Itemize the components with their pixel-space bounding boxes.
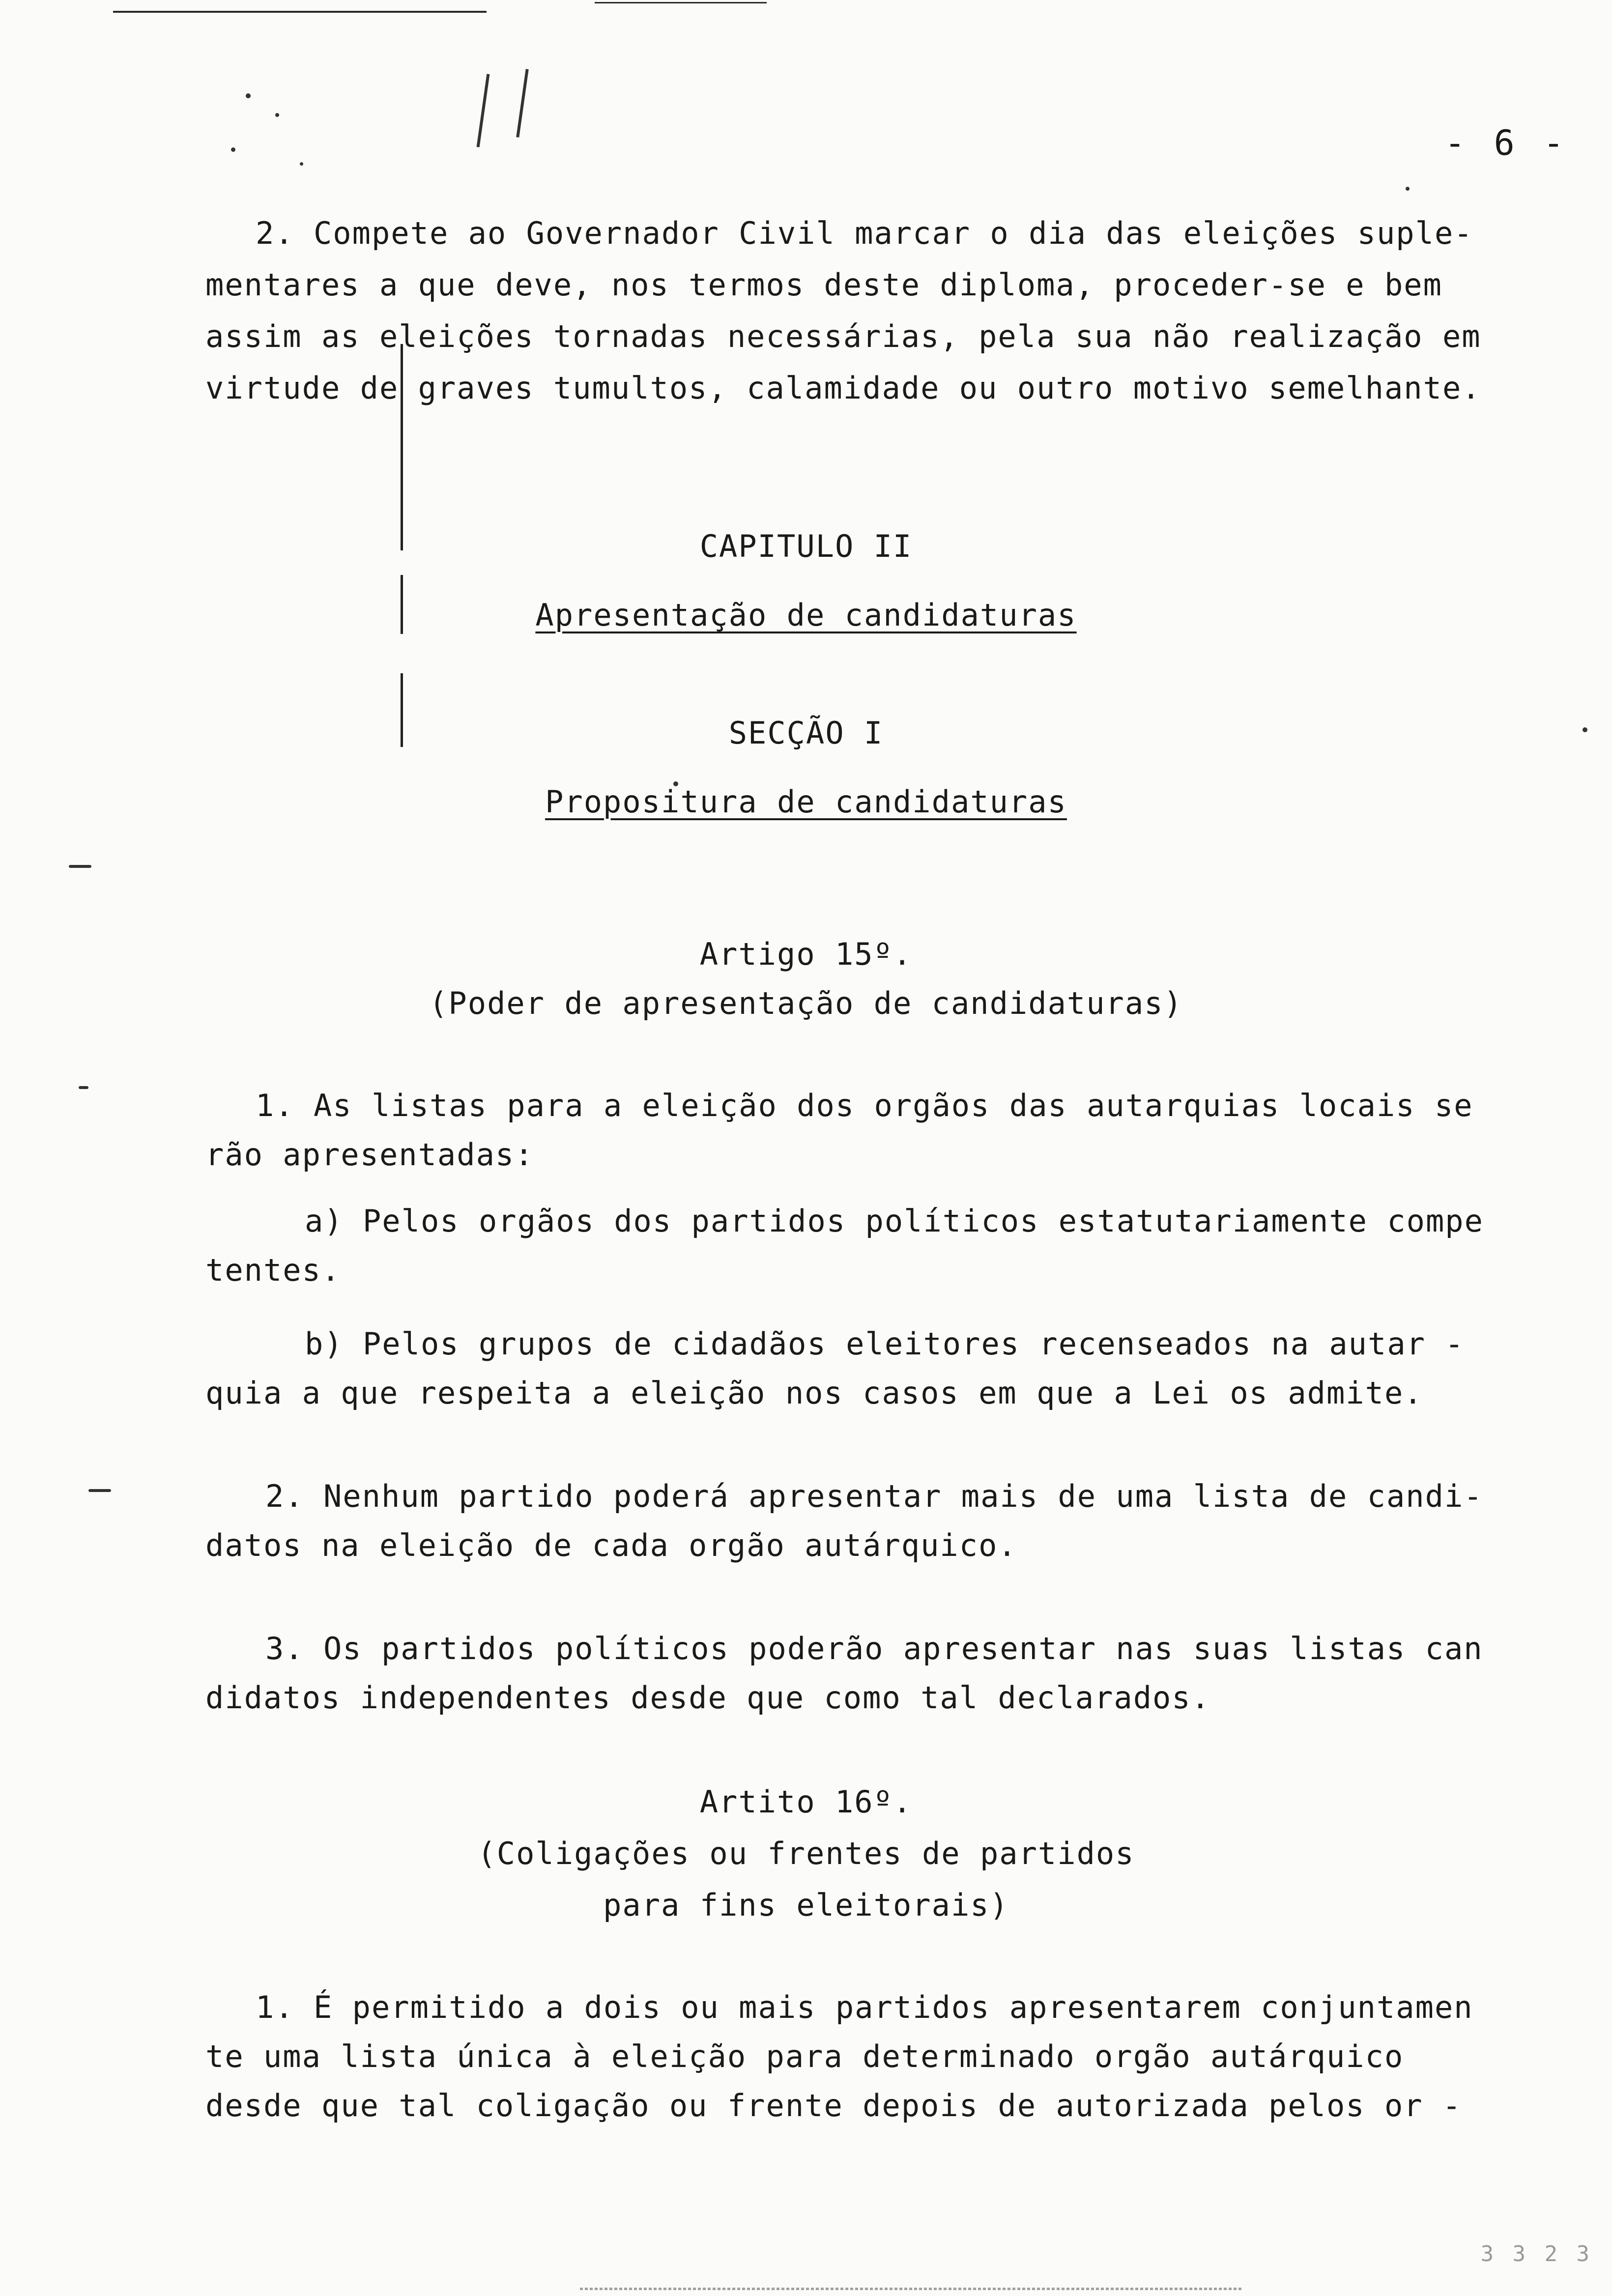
text-line: a) Pelos orgãos dos partidos políticos estatutariamente compe	[305, 1203, 1484, 1239]
article-title: Artigo 15º.	[699, 936, 913, 972]
section-subtitle: Propositura de candidaturas	[545, 784, 1067, 820]
speck	[231, 147, 235, 152]
text-line: didatos independentes desde que como tal declarados.	[205, 1680, 1211, 1716]
chapter-title: CAPITULO II	[699, 528, 913, 564]
article-subtitle: (Coligações ou frentes de partidos	[477, 1836, 1135, 1871]
speck	[275, 113, 279, 117]
text-line: te uma lista única à eleição para determinado orgão autárquico	[205, 2038, 1404, 2074]
chapter-subtitle: Apresentação de candidaturas	[535, 597, 1077, 633]
top-rule-right	[595, 2, 767, 3]
section-title: SECÇÃO I	[728, 715, 884, 751]
margin-tick	[88, 1489, 111, 1492]
speck	[300, 162, 303, 166]
text-line: datos na eleição de cada orgão autárquico.	[205, 1527, 1017, 1563]
text-line: 2. Compete ao Governador Civil marcar o dia das eleições suple-	[256, 215, 1473, 251]
speck	[246, 93, 251, 98]
text-line: 2. Nenhum partido poderá apresentar mais de uma lista de candi-	[265, 1478, 1483, 1514]
handwritten-mark	[477, 74, 490, 147]
article-subtitle: para fins eleitorais)	[603, 1887, 1009, 1923]
text-line: quia a que respeita a eleição nos casos em que a Lei os admite.	[205, 1375, 1423, 1411]
text-line: 1. É permitido a dois ou mais partidos apresentarem conjuntamen	[256, 1989, 1473, 2025]
page-number: - 6 -	[1444, 123, 1568, 163]
text-line: assim as eleições tornadas necessárias, pela sua não realização em	[205, 318, 1481, 354]
text-line: tentes.	[205, 1252, 341, 1288]
footer-stamp: 3 3 2 3	[1480, 2241, 1592, 2267]
text-line: 1. As listas para a eleição dos orgãos das autarquias locais se	[256, 1088, 1473, 1123]
top-rule-left	[113, 11, 487, 13]
bottom-rule	[580, 2288, 1243, 2290]
text-line: 3. Os partidos políticos poderão apresentar nas suas listas can	[265, 1631, 1483, 1666]
article-subtitle: (Poder de apresentação de candidaturas)	[429, 985, 1183, 1021]
margin-tick	[69, 865, 91, 868]
text-line: virtude de graves tumultos, calamidade ou outro motivo semelhante.	[205, 370, 1481, 406]
text-line: mentares a que deve, nos termos deste diploma, proceder-se e bem	[205, 267, 1442, 303]
speck	[1406, 187, 1410, 191]
handwritten-mark	[516, 69, 528, 137]
text-line: desde que tal coligação ou frente depois de autorizada pelos or -	[205, 2088, 1462, 2124]
margin-tick	[79, 1086, 88, 1089]
article-title: Artito 16º.	[699, 1784, 913, 1820]
text-line: b) Pelos grupos de cidadãos eleitores recenseados na autar -	[305, 1326, 1465, 1362]
text-line: rão apresentadas:	[205, 1137, 534, 1173]
